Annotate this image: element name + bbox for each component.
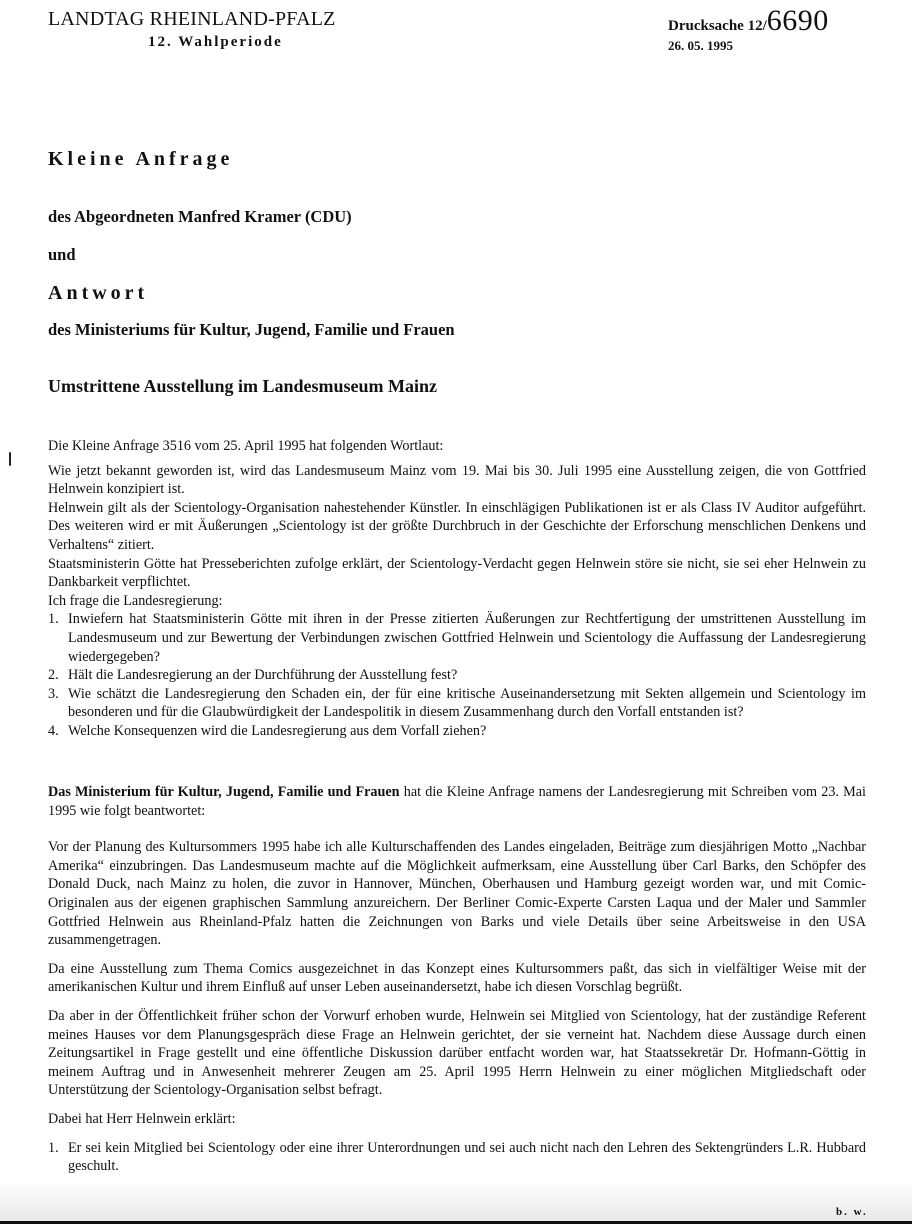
inquiry-paragraph: Ich frage die Landesregierung: [48,592,223,609]
drucksache-label: Drucksache 12/ [668,18,767,34]
conjunction-und: und [48,245,76,264]
question-text: Hält die Landesregierung an der Durchführung der Ausstellung fest? [68,667,458,684]
institution-name: LANDTAG RHEINLAND-PFALZ [48,8,336,30]
question-item [48,610,866,666]
drucksache-number: 6690 [766,4,829,37]
answer-paragraph: Dabei hat Herr Helnwein erklärt: [48,1110,236,1127]
statement-number: 1. [48,1139,59,1156]
question-text: Inwiefern hat Staatsministerin Götte mit ihren in der Presse zitierten Äußerungen zur Rechtfertigung der umstrittenen Ausstellung im Landesmuseum und zur Bewertung der Verbindungen zwischen Gottfried Helnwein und Scientology die Auffassung der Landesregierung wiedergegeben? [68,611,866,665]
subject-title: Umstrittene Ausstellung im Landesmuseum Mainz [48,376,438,396]
answer-paragraph: Vor der Planung des Kultursommers 1995 habe ich alle Kulturschaffenden des Landes eingeladen, Beiträge zum diesjährigen Motto „Nachbar Amerika“ einzubringen. Das Landesmuseum machte auf die Möglichkeit aufmerksam, eine Ausstellung über Carl Barks, den Schöpfer des Donald Duck, nach Mainz zu holen, die zuvor in Hannover, München, Oberhausen und Hamburg gezeigt worden war, und mit Comic-Originalen aus der eigenen graphischen Sammlung anzureichern. Der Berliner Comic-Experte Carsten Laqua und der Maler und Sammler Gottfried Helnwein aus Rheinland-Pfalz hatten die Zeichnungen von Barks und viele Details über seine Arbeitsweise in den USA zusammengetragen. [48,839,866,949]
answer-paragraph: Da eine Ausstellung zum Thema Comics ausgezeichnet in das Konzept eines Kultursommers paßt, das sich in vielfältiger Weise mit der amerikanischen Kultur und ihrem Einfluß auf unser Leben auseinandersetzt, habe ich diesen Vorschlag begrüßt. [48,960,866,996]
continuation-mark: b. w. [836,1206,868,1218]
heading-kleine-anfrage: Kleine Anfrage [48,148,234,170]
question-item [48,666,866,685]
legislative-period: 12. Wahlperiode [148,34,283,50]
author-line: des Abgeordneten Manfred Kramer (CDU) [48,207,352,226]
question-list [48,610,866,740]
ministry-line: des Ministeriums für Kultur, Jugend, Familie und Frauen [48,320,455,339]
question-item [48,685,866,722]
statement-text: Er sei kein Mitglied bei Scientology oder eine ihrer Unterordnungen und sei auch nicht nach den Lehren des Sektengründers L.R. Hubbard geschult. [68,1139,866,1175]
page-bottom-shadow [0,1180,912,1222]
statement-item [48,1139,866,1176]
inquiry-section [48,437,866,741]
question-text: Wie schätzt die Landesregierung den Schaden ein, der für eine kritische Auseinandersetzung mit Sekten allgemein und Scientology im besonderen und für die Glaubwürdigkeit der Landespolitik in diesem Zusammenhang durch den Vorfall entstanden ist? [68,685,866,721]
answer-section [48,783,866,1176]
margin-mark [9,452,11,466]
question-number: 2. [48,667,59,684]
inquiry-intro: Die Kleine Anfrage 3516 vom 25. April 1995 hat folgenden Wortlaut: [48,438,444,454]
answer-paragraph: Da aber in der Öffentlichkeit früher schon der Vorwurf erhoben wurde, Helnwein sei Mitglied von Scientology, hat der zuständige Referent meines Hauses vor dem Planungsgespräch diese Frage an Helnwein gerichtet, der sie verneint hat. Nachdem diese Aussage durch einen Zeitungsartikel in Frage gestellt und eine öffentliche Diskussion darüber entfacht worden war, hat Staatssekretär Dr. Hofmann-Göttig in meinem Auftrag und in Anwesenheit mehrerer Zeugen am 25. April 1995 Herrn Helnwein zu einer möglichen Mitgliedschaft oder Unterstützung der Scientology-Organisation selbst befragt. [48,1007,866,1099]
inquiry-paragraph: Staatsministerin Götte hat Presseberichten zufolge erklärt, der Scientology-Verdacht gegen Helnwein störe sie nicht, sie sei eher Helnwein zu Dankbarkeit verpflichtet. [48,555,866,591]
question-number: 3. [48,685,59,702]
question-text: Welche Konsequenzen wird die Landesregierung aus dem Vorfall ziehen? [68,722,487,739]
answer-intro [48,783,866,820]
question-number: 1. [48,611,59,628]
document-date: 26. 05. 1995 [668,38,733,53]
inquiry-paragraph: Wie jetzt bekannt geworden ist, wird das Landesmuseum Mainz vom 19. Mai bis 30. Juli 1995 eine Ausstellung zeigen, die von Gottfried Helnwein konzipiert ist. [48,462,866,498]
drucksache-reference [668,4,829,38]
heading-antwort: Antwort [48,282,149,304]
question-number: 4. [48,722,59,739]
answer-intro-text: hat die Kleine Anfrage namens der Landesregierung mit Schreiben vom 23. Mai 1995 wie folgt beantwortet: [48,784,866,819]
question-item [48,722,866,741]
inquiry-paragraph: Helnwein gilt als der Scientology-Organisation nahestehender Künstler. In einschlägigen Publikationen ist er als Class IV Auditor aufgeführt. Des weiteren wird er mit Äußerungen „Scientology ist der größte Durchbruch in der Geschichte der Erforschung menschlichen Denkens und Verhaltens“ zitiert. [48,499,866,553]
statement-list [48,1139,866,1176]
answer-intro-ministry: Das Ministerium für Kultur, Jugend, Familie und Frauen [48,784,400,800]
